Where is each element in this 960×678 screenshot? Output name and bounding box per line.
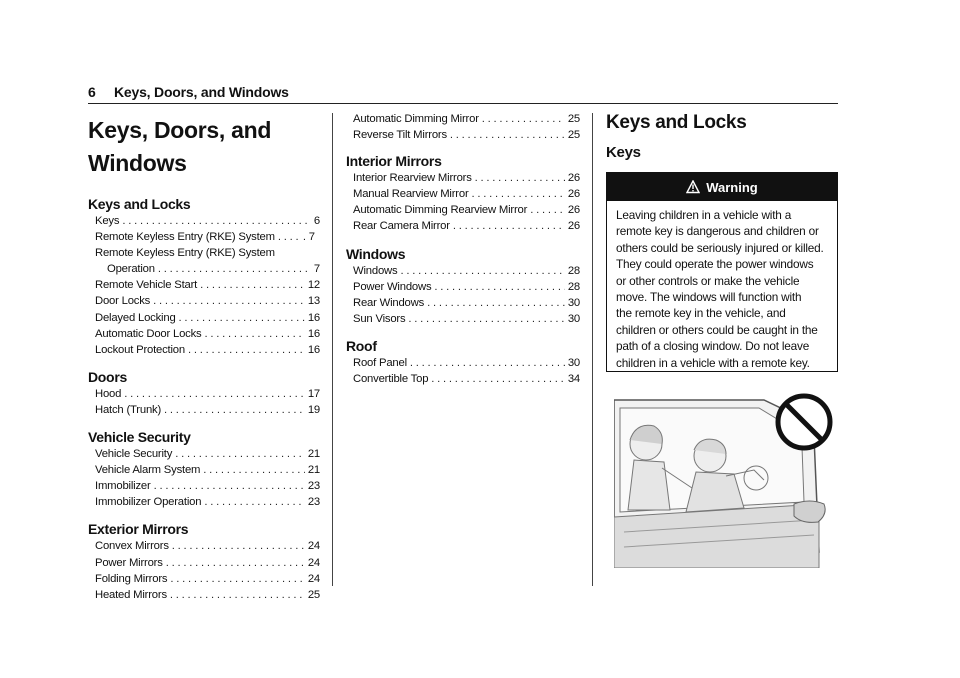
toc-left-column — [88, 112, 320, 603]
toc-section-heading: Roof — [346, 337, 377, 354]
toc-entry[interactable]: Lockout Protection . . . 16 — [88, 342, 320, 358]
chapter-heading-line1: Keys, Doors, and — [88, 117, 272, 143]
toc-entry[interactable]: Hatch (Trunk) . . . 19 — [88, 402, 320, 418]
toc-entry[interactable]: Reverse Tilt Mirrors . . . 25 — [346, 127, 580, 143]
toc-list — [346, 263, 580, 327]
warning-line: move. The windows will function with — [616, 290, 802, 305]
warning-line: the remote key in the vehicle, and — [616, 306, 786, 321]
warning-text — [607, 201, 837, 377]
toc-middle-column — [346, 111, 580, 387]
warning-triangle-icon — [686, 180, 700, 194]
toc-entry[interactable]: Convex Mirrors . . . 24 — [88, 538, 320, 554]
warning-box — [606, 172, 838, 372]
toc-entry[interactable]: Immobilizer . . . 23 — [88, 478, 320, 494]
warning-line: others could be seriously injured or killed. — [616, 240, 824, 255]
toc-entry[interactable]: Windows . . . 28 — [346, 263, 580, 279]
toc-list — [346, 170, 580, 234]
warning-line: children in a vehicle with a remote key. — [616, 355, 810, 370]
warning-line: They could operate the power windows — [616, 257, 814, 272]
toc-section-heading: Exterior Mirrors — [88, 521, 189, 538]
toc-entry[interactable]: Delayed Locking . . . 16 — [88, 310, 320, 326]
toc-entry[interactable]: Immobilizer Operation . . . 23 — [88, 494, 320, 510]
toc-entry[interactable]: Remote Keyless Entry (RKE) System . . . . 7 — [88, 229, 320, 245]
toc-entry[interactable]: Door Locks . . . 13 — [88, 293, 320, 309]
warning-line: Leaving children in a vehicle with a — [616, 208, 792, 222]
toc-entry[interactable]: Keys . . . 6 — [88, 213, 320, 229]
toc-section-heading: Windows — [346, 245, 406, 262]
chapter-heading-line2: Windows — [88, 150, 187, 176]
toc-list — [88, 213, 320, 358]
warning-header — [607, 173, 837, 201]
toc-list — [88, 538, 320, 602]
toc-entry[interactable]: Vehicle Security . . . 21 — [88, 446, 320, 462]
toc-entry[interactable]: Remote Keyless Entry (RKE) System — [95, 247, 275, 260]
toc-list — [346, 111, 580, 143]
toc-entry[interactable]: Automatic Door Locks . . . 16 — [88, 326, 320, 342]
toc-list — [88, 386, 320, 418]
right-column — [606, 112, 838, 161]
toc-section-heading: Interior Mirrors — [346, 153, 442, 170]
column-divider — [592, 113, 593, 586]
warning-line: remote key is dangerous and children or — [616, 224, 819, 239]
toc-entry[interactable]: Sun Visors . . . 30 — [346, 311, 580, 327]
toc-entry[interactable]: Automatic Dimming Rearview Mirror . . . 26 — [346, 202, 580, 218]
toc-entry[interactable]: Hood . . . 17 — [88, 386, 320, 402]
toc-entry[interactable]: Automatic Dimming Mirror . . . 25 — [346, 111, 580, 127]
page-number: 6 — [88, 84, 96, 100]
warning-line: or other controls or make the vehicle — [616, 273, 800, 288]
toc-entry[interactable]: Vehicle Alarm System . . . 21 — [88, 462, 320, 478]
warning-line: path of a closing window. Do not leave — [616, 339, 810, 354]
toc-entry[interactable]: Convertible Top . . . 34 — [346, 371, 580, 387]
section-heading: Keys and Locks — [606, 112, 747, 133]
warning-line: children or others could be caught in the — [616, 322, 818, 337]
toc-entry[interactable]: Rear Camera Mirror . . . 26 — [346, 218, 580, 234]
toc-entry[interactable]: Remote Vehicle Start . . . 12 — [88, 277, 320, 293]
prohibition-icon — [778, 396, 830, 448]
toc-entry[interactable]: Manual Rearview Mirror . . . 26 — [346, 186, 580, 202]
toc-section-heading: Vehicle Security — [88, 429, 191, 446]
toc-section-heading: Keys and Locks — [88, 196, 191, 212]
toc-entry[interactable]: Roof Panel . . . 30 — [346, 355, 580, 371]
column-divider — [332, 113, 333, 586]
toc-entry-continuation[interactable]: Operation . . . 7 — [88, 261, 320, 277]
warning-label: Warning — [706, 179, 758, 195]
children-in-vehicle-illustration — [614, 392, 838, 568]
page-header — [88, 84, 838, 100]
toc-list — [346, 355, 580, 387]
toc-entry[interactable]: Heated Mirrors . . . 25 — [88, 587, 320, 603]
chapter-heading — [88, 114, 320, 180]
toc-section-heading: Doors — [88, 368, 127, 385]
toc-entry[interactable]: Interior Rearview Mirrors . . . 26 — [346, 170, 580, 186]
toc-entry[interactable]: Power Windows . . . 28 — [346, 279, 580, 295]
toc-list — [88, 446, 320, 510]
toc-entry[interactable]: Folding Mirrors . . . 24 — [88, 571, 320, 587]
toc-entry[interactable]: Power Mirrors . . . 24 — [88, 555, 320, 571]
chapter-title: Keys, Doors, and Windows — [114, 84, 289, 100]
header-rule — [88, 103, 838, 104]
toc-entry[interactable]: Rear Windows . . . 30 — [346, 295, 580, 311]
subsection-heading: Keys — [606, 144, 641, 161]
